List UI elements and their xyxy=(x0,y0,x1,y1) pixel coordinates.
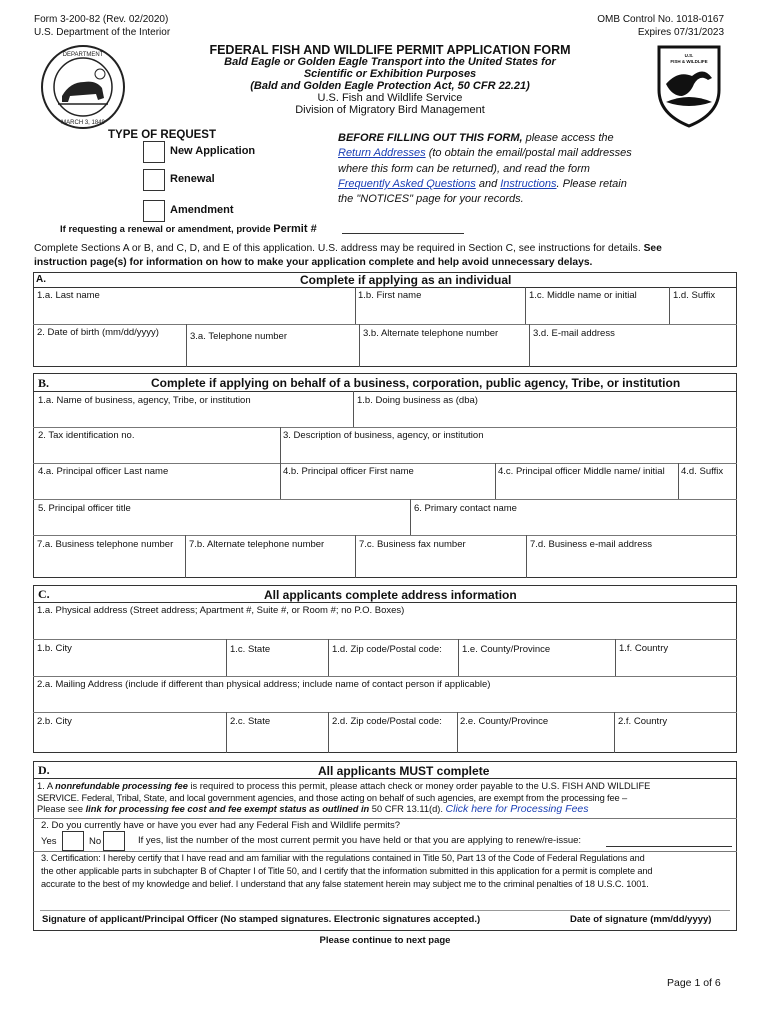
tax-id-field[interactable]: 2. Tax identification no. xyxy=(38,430,135,441)
section-d-letter: D. xyxy=(38,763,50,777)
continue-note: Please continue to next page xyxy=(319,935,451,946)
city-field[interactable]: 1.b. City xyxy=(37,643,72,654)
new-application-label: New Application xyxy=(170,145,256,157)
section-b-col-8 xyxy=(355,535,356,578)
section-b-letter: B. xyxy=(38,376,50,390)
section-b-col-6 xyxy=(410,499,411,535)
usfws-logo-icon xyxy=(656,44,722,128)
business-phone-field[interactable]: 7.a. Business telephone number xyxy=(37,539,174,550)
section-b-title: Complete if applying on behalf of a business, corporation, public agency, Tribe, or institution xyxy=(151,376,681,390)
section-c-letter: C. xyxy=(38,587,50,601)
renewal-label: Renewal xyxy=(170,173,215,185)
form-number: Form 3-200-82 (Rev. 02/2020) xyxy=(34,14,169,25)
zip-field[interactable]: 1.d. Zip code/Postal code: xyxy=(332,644,442,655)
form-subtitle-1: Bald Eagle or Golden Eagle Transport into the United States for xyxy=(224,56,556,68)
signature-label: Signature of applicant/Principal Officer (No stamped signatures. Electronic signatures accepted.) xyxy=(42,914,481,925)
certification-line-3: accurate to the best of my knowledge and belief. I understand that any false statement herein may subject me to the criminal penalties of 18 U.S.C. 1001. xyxy=(41,879,649,889)
mailing-country-field[interactable]: 2.f. Country xyxy=(618,716,668,727)
section-a-col-1 xyxy=(355,287,356,324)
section-c-col-5 xyxy=(226,712,227,753)
permit-number-field[interactable] xyxy=(342,233,464,234)
section-a-header-divider xyxy=(33,287,737,288)
page-number: Page 1 of 6 xyxy=(667,977,721,989)
business-description-field[interactable]: 3. Description of business, agency, or institution xyxy=(283,430,484,441)
section-a-row-divider xyxy=(33,324,737,325)
form-subtitle-2: Scientific or Exhibition Purposes xyxy=(303,68,477,80)
agency-name: U.S. Fish and Wildlife Service xyxy=(317,92,463,104)
officer-middle-name-field[interactable]: 4.c. Principal officer Middle name/ initial xyxy=(498,466,665,477)
business-email-field[interactable]: 7.d. Business e-mail address xyxy=(530,539,652,550)
before-text-2: (to obtain the email/postal mail addresses xyxy=(425,147,632,160)
section-d-title: All applicants MUST complete xyxy=(318,764,490,778)
dob-field[interactable]: 2. Date of birth (mm/dd/yyyy) xyxy=(37,327,159,338)
section-b-col-1 xyxy=(353,391,354,427)
no-checkbox[interactable] xyxy=(103,831,125,851)
section-c-col-6 xyxy=(328,712,329,753)
before-text-1: please access the xyxy=(522,132,614,144)
section-a-col-6 xyxy=(529,324,530,367)
country-field[interactable]: 1.f. Country xyxy=(619,643,669,654)
svg-text:FISH & WILDLIFE: FISH & WILDLIFE xyxy=(670,59,708,64)
section-c-header-divider xyxy=(33,602,737,603)
before-text-3: where this form can be returned), and read the form xyxy=(338,162,590,175)
svg-text:U.S.: U.S. xyxy=(684,53,694,58)
state-field[interactable]: 1.c. State xyxy=(230,644,271,655)
permit-label: Permit # xyxy=(273,223,317,235)
signature-line[interactable] xyxy=(40,910,730,911)
officer-first-name-field[interactable]: 4.b. Principal officer First name xyxy=(283,466,414,477)
section-a-title: Complete if applying as an individual xyxy=(300,273,512,287)
faq-link[interactable]: Frequently Asked Questions xyxy=(338,177,476,190)
suffix-field[interactable]: 1.d. Suffix xyxy=(673,290,716,301)
mailing-state-field[interactable]: 2.c. State xyxy=(230,716,271,727)
new-application-checkbox[interactable] xyxy=(143,141,165,163)
section-a-letter: A. xyxy=(36,274,46,285)
email-field[interactable]: 3.d. E-mail address xyxy=(533,328,615,339)
officer-suffix-field[interactable]: 4.d. Suffix xyxy=(681,466,724,477)
business-alt-phone-field[interactable]: 7.b. Alternate telephone number xyxy=(189,539,325,550)
mailing-county-field[interactable]: 2.e. County/Province xyxy=(460,716,549,727)
fee-text-1b: nonrefundable processing fee xyxy=(55,781,188,791)
section-a-col-5 xyxy=(359,324,360,367)
type-of-request-title: TYPE OF REQUEST xyxy=(108,129,216,141)
section-d-row-1 xyxy=(33,818,737,819)
amendment-checkbox[interactable] xyxy=(143,200,165,222)
section-a-col-2 xyxy=(525,287,526,324)
section-c-col-8 xyxy=(614,712,615,753)
section-c-row-3 xyxy=(33,712,737,713)
section-b-row-3 xyxy=(33,499,737,500)
section-c-title: All applicants complete address information xyxy=(264,588,517,602)
instructions-link[interactable]: Instructions xyxy=(500,177,557,190)
doi-seal-icon xyxy=(40,44,126,130)
section-b-col-3 xyxy=(280,463,281,499)
omb-number: OMB Control No. 1018-0167 xyxy=(597,14,724,25)
prior-permit-number-prompt: If yes, list the number of the most current permit you have held or that you are applying to renew/re-issue: xyxy=(138,835,582,846)
business-fax-field[interactable]: 7.c. Business fax number xyxy=(359,539,466,550)
fee-text-3b: link for processing fee cost and fee exempt status as outlined in xyxy=(85,804,370,814)
intro-line-1 xyxy=(34,243,662,254)
before-lead: BEFORE FILLING OUT THIS FORM, xyxy=(338,132,523,144)
section-b-row-1 xyxy=(33,427,737,428)
section-b-header-divider xyxy=(33,391,737,392)
form-subtitle-3: (Bald and Golden Eagle Protection Act, 50 CFR 22.21) xyxy=(250,80,530,92)
processing-fees-link[interactable]: Click here for Processing Fees xyxy=(445,803,589,815)
first-name-field[interactable]: 1.b. First name xyxy=(358,290,422,301)
primary-contact-field[interactable]: 6. Primary contact name xyxy=(414,503,517,514)
expiration: Expires 07/31/2023 xyxy=(637,27,724,38)
prior-permits-question: 2. Do you currently have or have you ever had any Federal Fish and Wildlife permits? xyxy=(41,820,401,831)
physical-address-field[interactable]: 1.a. Physical address (Street address; Apartment #, Suite #, or Room #; no P.O. Boxes) xyxy=(37,605,405,616)
permit-prompt-text: If requesting a renewal or amendment, provide xyxy=(60,224,271,235)
officer-last-name-field[interactable]: 4.a. Principal officer Last name xyxy=(38,466,169,477)
section-c-row-1 xyxy=(33,639,737,640)
middle-name-field[interactable]: 1.c. Middle name or initial xyxy=(529,290,637,301)
section-b-col-7 xyxy=(185,535,186,578)
svg-text:MARCH 3, 1849: MARCH 3, 1849 xyxy=(61,120,105,126)
return-addresses-link[interactable]: Return Addresses xyxy=(338,147,426,160)
business-name-field[interactable]: 1.a. Name of business, agency, Tribe, or institution xyxy=(38,395,251,406)
signature-date-label: Date of signature (mm/dd/yyyy) xyxy=(570,914,712,925)
before-text-5: . Please retain xyxy=(556,177,627,190)
no-label: No xyxy=(89,836,102,847)
yes-label: Yes xyxy=(41,836,57,847)
fee-text-3c: 50 CFR 13.11(d). xyxy=(369,804,446,814)
officer-title-field[interactable]: 5. Principal officer title xyxy=(38,503,131,514)
section-a-col-4 xyxy=(186,324,187,367)
fee-text-1a: 1. A xyxy=(37,781,56,791)
section-b-row-2 xyxy=(33,463,737,464)
dba-field[interactable]: 1.b. Doing business as (dba) xyxy=(357,395,478,406)
permit-number-prompt xyxy=(60,223,317,235)
form-title: FEDERAL FISH AND WILDLIFE PERMIT APPLICATION FORM xyxy=(209,43,571,57)
section-c-row-2 xyxy=(33,676,737,677)
mailing-zip-field[interactable]: 2.d. Zip code/Postal code: xyxy=(332,716,442,727)
section-c-col-7 xyxy=(457,712,458,753)
certification-line-2: the other applicable parts in subchapter B of Chapter I of Title 50, and I certify that the information submitted in this application for a permit is complete and xyxy=(41,866,653,876)
section-c-col-2 xyxy=(328,639,329,676)
certification-line-1: 3. Certification: I hereby certify that I have read and am familiar with the regulations contained in Title 50, Part 13 of the Code of Federal Regulations and xyxy=(41,853,645,863)
prior-permit-number-field[interactable] xyxy=(606,846,732,847)
mailing-address-field[interactable]: 2.a. Mailing Address (include if different than physical address; include name of contact person if applicable) xyxy=(37,679,491,690)
intro-text-1: Complete Sections A or B, and C, D, and E of this application. U.S. address may be required in Section C, see instructions for details. xyxy=(34,243,641,254)
section-c-col-1 xyxy=(226,639,227,676)
section-a-col-3 xyxy=(669,287,670,324)
section-b-row-4 xyxy=(33,535,737,536)
section-b-col-9 xyxy=(526,535,527,578)
renewal-checkbox[interactable] xyxy=(143,169,165,191)
fee-text-2: SERVICE. Federal, Tribal, State, and local government agencies, and those acting on behalf of such agencies, are exempt from the processing fee – xyxy=(37,792,627,803)
amendment-label: Amendment xyxy=(170,204,234,216)
section-b-col-2 xyxy=(280,427,281,463)
before-text-4: and xyxy=(475,177,501,190)
department: U.S. Department of the Interior xyxy=(34,27,171,38)
processing-fee-text xyxy=(37,781,733,816)
division-name: Division of Migratory Bird Management xyxy=(295,104,485,116)
section-d-header-divider xyxy=(33,778,737,779)
mailing-city-field[interactable]: 2.b. City xyxy=(37,716,72,727)
certification-text xyxy=(41,852,731,891)
intro-see: See xyxy=(643,243,662,254)
before-text-6: the "NOTICES" page for your records. xyxy=(338,193,524,206)
intro-line-2: instruction page(s) for information on how to make your application complete and help avoid unnecessary delays. xyxy=(34,257,593,268)
before-filling-note xyxy=(338,131,658,207)
section-b-col-4 xyxy=(495,463,496,499)
section-c-col-3 xyxy=(458,639,459,676)
fee-text-3a: Please see xyxy=(37,804,86,814)
telephone-field[interactable]: 3.a. Telephone number xyxy=(190,331,288,342)
svg-text:DEPARTMENT: DEPARTMENT xyxy=(62,52,104,58)
fee-text-1c: is required to process this permit, please attach check or money order payable to the U.S. FISH AND WILDLIFE xyxy=(187,781,651,791)
last-name-field[interactable]: 1.a. Last name xyxy=(37,290,100,301)
section-c-col-4 xyxy=(615,639,616,676)
yes-checkbox[interactable] xyxy=(62,831,84,851)
section-b-col-5 xyxy=(678,463,679,499)
county-field[interactable]: 1.e. County/Province xyxy=(462,644,551,655)
alt-telephone-field[interactable]: 3.b. Alternate telephone number xyxy=(363,328,499,339)
